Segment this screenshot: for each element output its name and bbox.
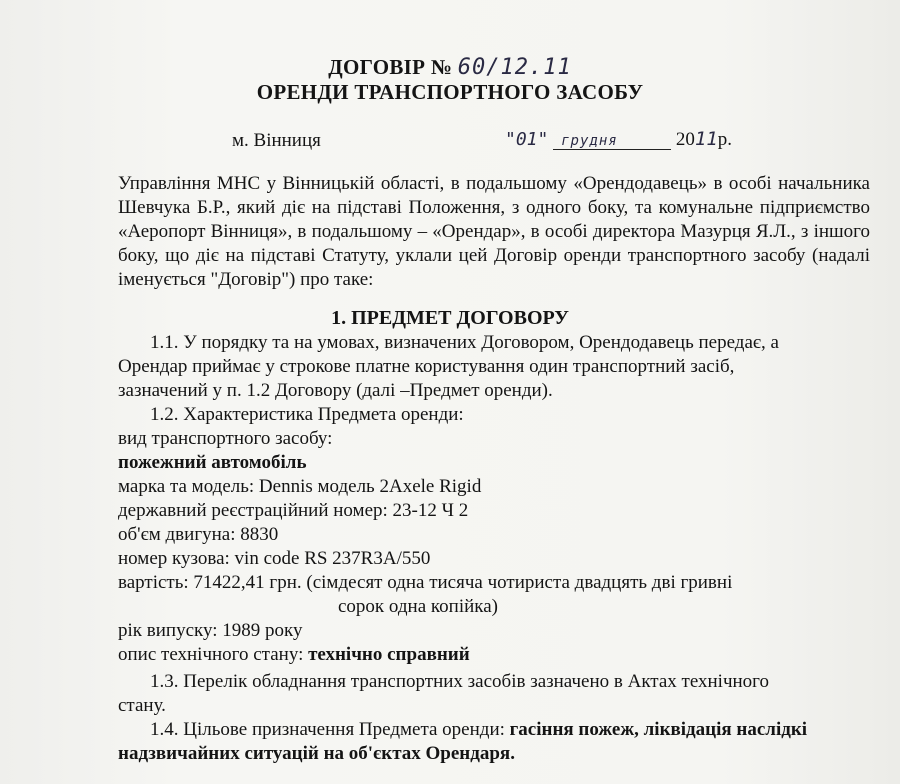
clause-1-4-line-1 <box>150 718 807 742</box>
preamble-paragraph: Управління МНС у Вінницькій області, в подальшому «Орендодавець» в особі начальника Шевчука Б.Р., який діє на підставі Положення, з одного боку, та комунальне підприємство «Аеропорт Вінниця», в подальшому – «Орендар», в особі директора Мазурця Я.Л., з іншого боку, що діє на підставі Статуту, уклали цей Договір оренди транспортного засобу (надалі іменується "Договір") про таке: <box>118 173 870 290</box>
vehicle-reg-number: державний реєстраційний номер: 23-12 Ч 2 <box>118 500 469 521</box>
date-day: "01" <box>505 129 549 150</box>
contract-title-prefix: ДОГОВІР № <box>328 55 453 79</box>
vehicle-type-value: пожежний автомобіль <box>118 452 307 473</box>
clause-1-2: 1.2. Характеристика Предмета оренди: <box>150 404 464 425</box>
contract-subtitle: ОРЕНДИ ТРАНСПОРТНОГО ЗАСОБУ <box>256 80 644 104</box>
vehicle-type-label: вид транспортного засобу: <box>118 428 333 449</box>
city: м. Вінниця <box>232 130 321 151</box>
date-month: грудня <box>553 133 671 150</box>
date-year-prefix: 20 <box>675 129 695 150</box>
date-year-hand: 11 <box>694 128 718 150</box>
vehicle-engine: об'єм двигуна: 8830 <box>118 524 279 545</box>
section-1-title: 1. ПРЕДМЕТ ДОГОВОРУ <box>331 307 569 329</box>
clause-1-1-line-2: Орендар приймає у строкове платне користування один транспортний засіб, <box>118 356 735 377</box>
vehicle-value-line-1: вартість: 71422,41 грн. (сімдесят одна тисяча чотириста двадцять дві гривні <box>118 572 733 593</box>
vehicle-condition-label: опис технічного стану: <box>118 644 309 665</box>
clause-1-1-line-1: 1.1. У порядку та на умовах, визначених Договором, Орендодавець передає, а <box>150 332 779 353</box>
vehicle-condition <box>118 643 470 667</box>
clause-1-1-line-3: зазначений у п. 1.2 Договору (далі –Предмет оренди). <box>118 380 553 401</box>
clause-1-3-line-1: 1.3. Перелік обладнання транспортних засобів зазначено в Актах технічного <box>150 671 770 692</box>
contract-number-handwritten: 60/12.11 <box>457 55 572 80</box>
clause-1-3-line-2: стану. <box>118 695 166 716</box>
vehicle-value-line-2: сорок одна копійка) <box>338 596 498 617</box>
clause-1-4-value-part-1: гасіння пожеж, ліквідація наслідкі <box>509 719 808 740</box>
vehicle-condition-value: технічно справний <box>308 644 470 665</box>
contract-title <box>0 55 900 80</box>
date-year-suffix: р. <box>717 129 732 150</box>
vehicle-body-number: номер кузова: vin code RS 237R3A/550 <box>118 548 431 569</box>
vehicle-model: марка та модель: Dennis модель 2Axele Rigid <box>118 476 482 497</box>
clause-1-4-label: 1.4. Цільове призначення Предмета оренди: <box>150 719 510 740</box>
contract-date <box>505 128 732 151</box>
vehicle-year: рік випуску: 1989 року <box>118 620 303 641</box>
clause-1-4-value-part-2: надзвичайних ситуацій на об'єктах Орендаря. <box>118 743 515 764</box>
